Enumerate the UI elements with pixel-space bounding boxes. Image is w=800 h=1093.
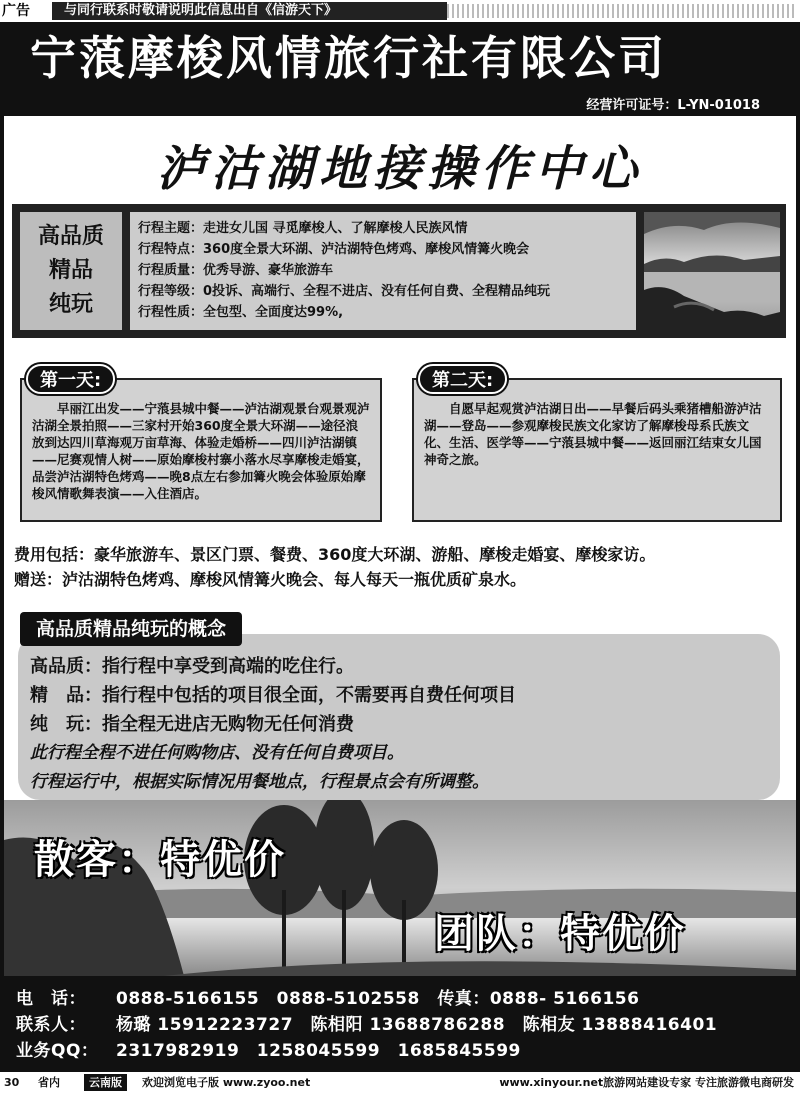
quality-line: 纯玩 xyxy=(48,292,93,317)
quality-box xyxy=(20,212,122,330)
phone-label: 电 话： xyxy=(16,989,86,1009)
ad-tag: 广告 xyxy=(2,2,50,20)
individual-price: 散客：特优价 xyxy=(34,837,286,883)
concept-row: 高品质：指行程中享受到高端的吃住行。 xyxy=(30,656,354,677)
province-label: 省内 xyxy=(38,1076,60,1089)
itinerary-details xyxy=(130,212,636,330)
contact-qq xyxy=(16,1038,800,1064)
left-site-link[interactable]: 欢迎浏览电子版 www.zyoo.net xyxy=(142,1076,311,1089)
fees-included: 费用包括：豪华旅游车、景区门票、餐费、360度大环湖、游船、摩梭走婚宴、摩梭家访。 xyxy=(14,545,656,564)
company-header xyxy=(0,22,800,116)
itinerary-summary xyxy=(12,204,786,338)
day2-text: 自愿早起观赏泸沽湖日出——早餐后码头乘猪槽船游泸沽湖——登岛——参观摩梭民族文化家访了解摩梭母系氏族文化、生活、医学等——宁蒗县城中餐——返回丽江结束女儿国神奇之旅。 xyxy=(424,401,762,467)
concept-note: 行程运行中，根据实际情况用餐地点，行程景点会有所调整。 xyxy=(30,772,489,792)
day1-text: 早丽江出发——宁蒗县城中餐——泸沽湖观景台观景观泸沽湖全景拍照——三家村开始360度全景大环湖——途径浪放到达四川草海观万亩草海、体验走婚桥——四川泸沽湖镇——尼赛观情人树——原始摩梭村寨小落水尽享摩梭走婚宴，品尝泸沽湖特色烤鸡——晚8点左右参加篝火晚会体验原始摩梭风情歌舞表演——入住酒店。 xyxy=(32,401,370,501)
day1-panel xyxy=(20,378,382,522)
license-number: 经营许可证号：L-YN-01018 xyxy=(586,98,760,113)
group-price: 团队：特优价 xyxy=(434,911,686,957)
contact-persons xyxy=(16,1012,800,1038)
concept-note: 此行程全程不进任何购物店、没有任何自费项目。 xyxy=(30,743,404,763)
concept-row: 精 品：指行程中包括的项目很全面，不需要再自费任何项目 xyxy=(30,685,516,706)
page-footer xyxy=(0,1072,800,1093)
day2-panel xyxy=(412,378,782,522)
phone-numbers: 0888-5166155 0888-5102558 传真：0888- 5166156 xyxy=(116,989,640,1009)
day1-badge: 第一天: xyxy=(26,364,115,394)
concept-row: 纯 玩：指全程无进店无购物无任何消费 xyxy=(30,714,354,735)
lake-photo xyxy=(644,212,780,330)
contact-phone xyxy=(16,986,800,1012)
fees-block xyxy=(14,542,655,592)
quality-line: 精品 xyxy=(48,258,93,283)
detail-row-quality: 行程质量：优秀导游、豪华旅游车 xyxy=(138,263,334,278)
fees-gift: 赠送：泸沽湖特色烤鸡、摩梭风情篝火晚会、每人每天一瓶优质矿泉水。 xyxy=(14,570,527,589)
detail-row-theme: 行程主题：走进女儿国 寻觅摩梭人、了解摩梭人民族风情 xyxy=(138,221,468,236)
qq-numbers: 2317982919 1258045599 1685845599 xyxy=(116,1041,521,1061)
company-name: 宁蒗摩梭风情旅行社有限公司 xyxy=(30,31,667,85)
day2-badge: 第二天: xyxy=(418,364,507,394)
decorative-stripes xyxy=(447,4,797,18)
concept-title: 高品质精品纯玩的概念 xyxy=(20,612,242,646)
person-label: 联系人： xyxy=(16,1015,86,1035)
concept-box xyxy=(18,634,780,800)
page-number: 30 xyxy=(4,1076,20,1089)
person-list: 杨璐 15912223727 陈相阳 13688786288 陈相友 13888416401 xyxy=(116,1015,718,1035)
center-title: 泸沽湖地接操作中心 xyxy=(156,141,643,197)
top-bar xyxy=(0,0,800,22)
edition-badge: 云南版 xyxy=(84,1074,127,1091)
qq-label: 业务QQ： xyxy=(16,1041,99,1061)
quality-line: 高品质 xyxy=(37,224,104,249)
contact-block xyxy=(0,976,800,1072)
detail-row-features: 行程特点：360度全景大环湖、泸沽湖特色烤鸡、摩梭风情篝火晚会 xyxy=(138,242,530,257)
detail-row-type: 行程性质：全包型、全面度达99%, xyxy=(138,305,344,320)
detail-row-grade: 行程等级：0投诉、高端行、全程不进店、没有任何自费、全程精品纯玩 xyxy=(138,284,551,299)
right-site-link[interactable]: www.xinyour.net旅游网站建设专家 专注旅游微电商研发 xyxy=(499,1076,794,1089)
source-notice: 与同行联系时敬请说明此信息出自《信游天下》 xyxy=(52,2,447,20)
